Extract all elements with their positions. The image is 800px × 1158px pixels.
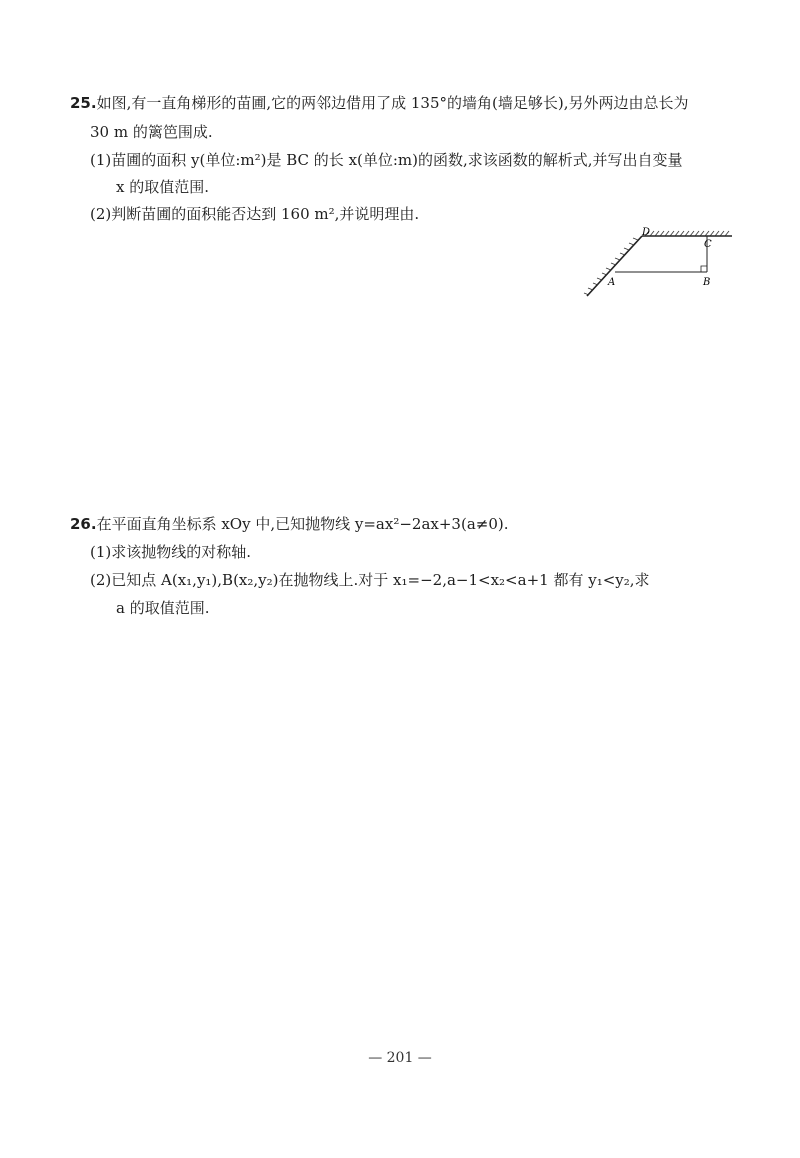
- q26-line-1: [70, 514, 509, 534]
- q25-text-line2: 30 m 的篱笆围成.: [90, 123, 213, 141]
- label-d: D: [642, 227, 651, 238]
- page-number: — 201 —: [368, 1050, 432, 1066]
- q25-part2: (2)判断苗圃的面积能否达到 160 m²,并说明理由.: [90, 205, 420, 223]
- q26-number: 26.: [70, 515, 97, 533]
- q25-line-1: [70, 93, 689, 113]
- q26-part2-line2: a 的取值范围.: [116, 599, 210, 617]
- q25-text-line1: 如图,有一直角梯形的苗圃,它的两邻边借用了成 135°的墙角(墙足够长),另外两边由总长为: [96, 94, 689, 112]
- q26-part1: (1)求该抛物线的对称轴.: [90, 543, 252, 561]
- label-a: A: [608, 277, 616, 288]
- q25-part1-line1: (1)苗圃的面积 y(单位:m²)是 BC 的长 x(单位:m)的函数,求该函数的解析式,并写出自变量: [90, 151, 683, 169]
- q25-part1-line2: x 的取值范围.: [116, 178, 209, 196]
- q25-number: 25.: [70, 94, 97, 112]
- q26-part2-line1: (2)已知点 A(x₁,y₁),B(x₂,y₂)在抛物线上.对于 x₁=−2,a−1<x₂<a+1 都有 y₁<y₂,求: [90, 571, 650, 589]
- label-c: C: [704, 239, 712, 250]
- right-angle-mark: [701, 266, 707, 272]
- label-b: B: [703, 277, 711, 288]
- trapezoid-garden-figure: [582, 226, 742, 306]
- q26-text: 在平面直角坐标系 xOy 中,已知抛物线 y=ax²−2ax+3(a≠0).: [96, 515, 509, 533]
